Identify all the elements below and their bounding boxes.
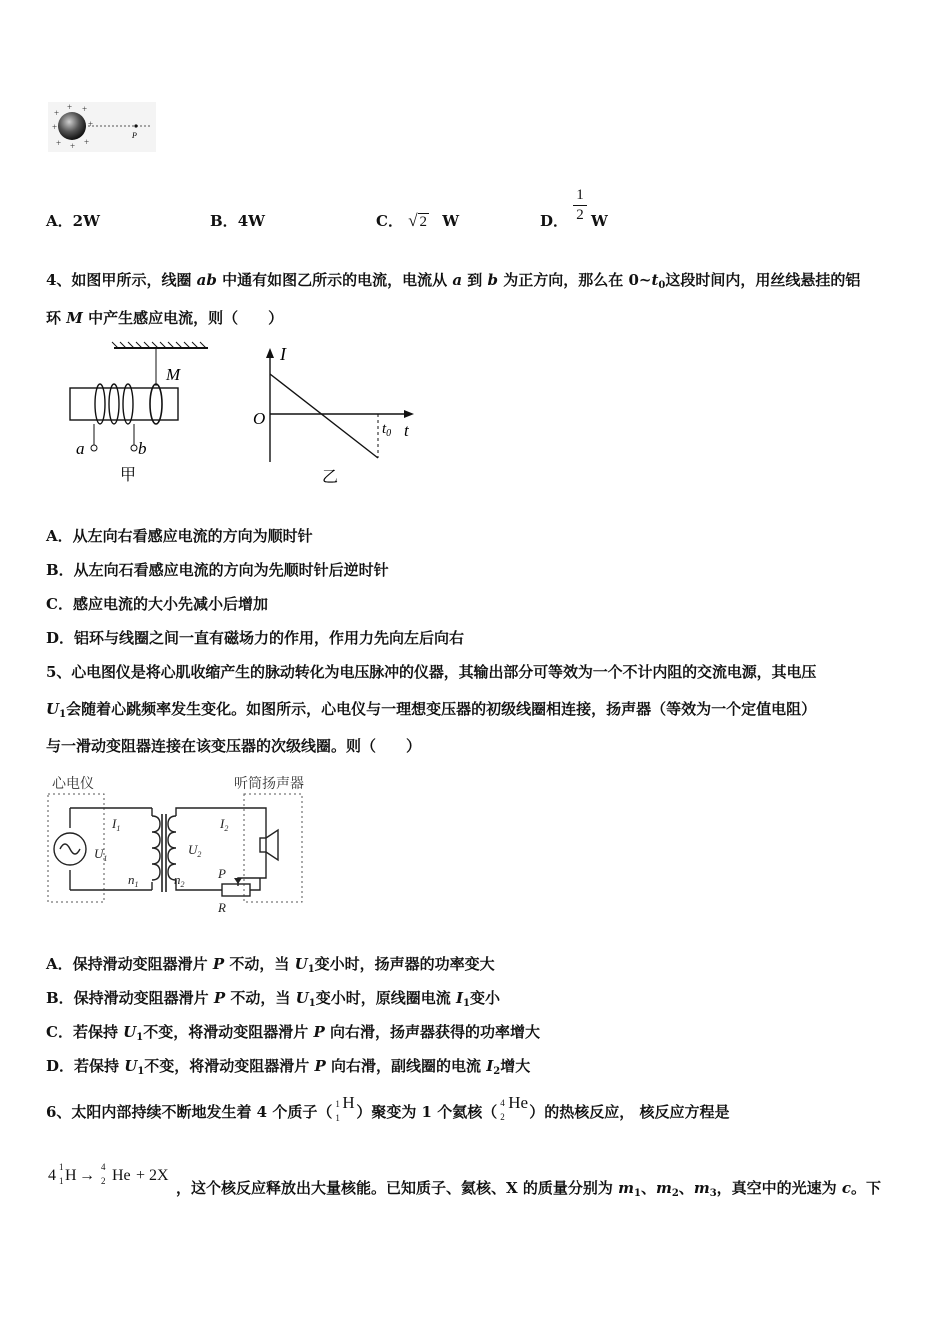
q4-figure-yi xyxy=(248,340,428,490)
option-letter: D． xyxy=(540,212,569,230)
label-u2: $U_2$ xyxy=(188,842,202,859)
label-ecg: 心电仪 xyxy=(52,777,94,792)
svg-text:+: + xyxy=(54,108,60,118)
helium-symbol: 4 2 He xyxy=(500,1093,529,1122)
q6-equation: 4 1 1 H → 4 2 He + 2X xyxy=(48,1162,169,1186)
svg-text:+: + xyxy=(67,102,73,112)
q5-option-b[interactable]: B．保持滑动变阻器滑片 P 不动，当 $U_1$变小时，原线圈电流 $I_1$变小 xyxy=(46,989,500,1009)
q5-option-a[interactable]: A．保持滑动变阻器滑片 P 不动，当 $U_1$变小时，扬声器的功率变大 xyxy=(46,955,495,975)
q3-option-c[interactable] xyxy=(376,211,459,232)
fraction-numerator: 1 xyxy=(576,187,584,203)
q6-stem-line2: ，这个核反应释放出大量核能。已知质子、氦核、X 的质量分别为 $m_1$、$m_2$、$m_3$，真空中的光速为 c。下 xyxy=(176,1179,882,1199)
svg-text:+: + xyxy=(52,122,58,132)
svg-text:+: + xyxy=(70,141,76,151)
fraction-denominator: 2 xyxy=(573,205,587,225)
option-letter: A． xyxy=(46,212,73,230)
option-letter: C． xyxy=(376,212,403,230)
axis-label-t: t xyxy=(404,421,409,440)
label-speaker: 听筒扬声器 xyxy=(234,777,304,792)
label-i2: $I_2$ xyxy=(220,816,229,833)
primary-coil xyxy=(152,816,160,880)
t0-label: $t_0$ xyxy=(382,421,392,439)
speaker-icon xyxy=(260,838,266,852)
label-i1: $I_1$ xyxy=(112,816,121,833)
q3-option-d-unit: W xyxy=(591,212,608,230)
rheostat xyxy=(222,884,250,896)
option-letter: B． xyxy=(210,212,238,230)
label-p: P xyxy=(218,866,226,881)
caption-yi: 乙 xyxy=(322,469,339,486)
current-line xyxy=(270,374,378,458)
point-p-label: P xyxy=(132,131,137,140)
label-n1: $n_1$ xyxy=(128,872,139,889)
radicand: 2 xyxy=(419,214,428,230)
q5-stem-line1: 5、心电图仪是将心肌收缩产生的脉动转化为电压脉冲的仪器，其输出部分可等效为一个不计内阻的交流电源，其电压 xyxy=(46,663,817,681)
q5-stem-line3: 与一滑动变阻器连接在该变压器的次级线圈。则（ ） xyxy=(46,737,422,755)
q5-stem-line2: $U_1$会随着心跳频率发生变化。如图所示，心电仪与一理想变压器的初级线圈相连接，扬声器（等效为一个定值电阻） xyxy=(46,700,817,720)
svg-text:+: + xyxy=(84,137,90,147)
label-n2: $n_2$ xyxy=(174,872,185,889)
svg-text:+: + xyxy=(56,138,62,148)
svg-text:+: + xyxy=(82,104,88,114)
q3-figure xyxy=(48,102,156,152)
q5-option-c[interactable]: C．若保持 $U_1$不变，将滑动变阻器滑片 P 向右滑，扬声器获得的功率增大 xyxy=(46,1023,540,1043)
q4-option-a[interactable]: A．从左向右看感应电流的方向为顺时针 xyxy=(46,527,313,545)
sqrt-sign: √ xyxy=(408,211,418,230)
q5-circuit-figure xyxy=(44,772,316,918)
q4-stem-line1: 4、如图甲所示，线圈 ab 中通有如图乙所示的电流，电流从 a 到 b 为正方向，那么在 $0\sim t_0$这段时间内，用丝线悬挂的铝 xyxy=(46,271,861,291)
proton-symbol: 1 1 H xyxy=(335,1093,355,1123)
axis-label-i: I xyxy=(280,344,286,364)
q3-option-d-fraction xyxy=(573,186,587,225)
caption-jia: 甲 xyxy=(120,467,137,484)
q4-figure-jia xyxy=(62,340,222,490)
coil xyxy=(95,384,133,424)
label-b: b xyxy=(138,439,147,458)
q5-option-d[interactable]: D．若保持 $U_1$不变，将滑动变阻器滑片 P 向右滑，副线圈的电流 $I_2$增大 xyxy=(46,1057,531,1077)
option-unit: W xyxy=(442,212,460,230)
q3-option-a[interactable] xyxy=(46,211,100,231)
q4-stem-line2: 环 M 中产生感应电流，则（ ） xyxy=(46,309,284,327)
label-u1: $U_1$ xyxy=(94,846,108,863)
q6-stem-line1: 6、太阳内部持续不断地发生着 4 个质子（ 1 1 H ）聚变为 1 个氦核（ 4 2 He ）的热核反应， 核反应方程是 xyxy=(46,1093,730,1123)
aluminum-ring xyxy=(150,384,162,424)
option-text: 2W xyxy=(72,212,100,230)
label-a: a xyxy=(76,439,85,458)
q4-option-d[interactable]: D．铝环与线圈之间一直有磁场力的作用，作用力先向左后向右 xyxy=(46,629,465,647)
arrow-icon: → xyxy=(79,1167,95,1184)
svg-text:+: + xyxy=(88,119,94,129)
option-text: 4W xyxy=(237,212,265,230)
label-r: R xyxy=(218,900,226,915)
origin-label: O xyxy=(253,409,266,428)
q3-option-d[interactable] xyxy=(540,211,568,231)
q3-option-b[interactable] xyxy=(210,211,265,231)
secondary-coil xyxy=(168,816,176,880)
q4-option-c[interactable]: C．感应电流的大小先减小后增加 xyxy=(46,595,268,613)
label-m: M xyxy=(166,365,181,384)
charged-sphere xyxy=(58,112,86,140)
q4-option-b[interactable]: B．从左向石看感应电流的方向为先顺时针后逆时针 xyxy=(46,561,389,579)
